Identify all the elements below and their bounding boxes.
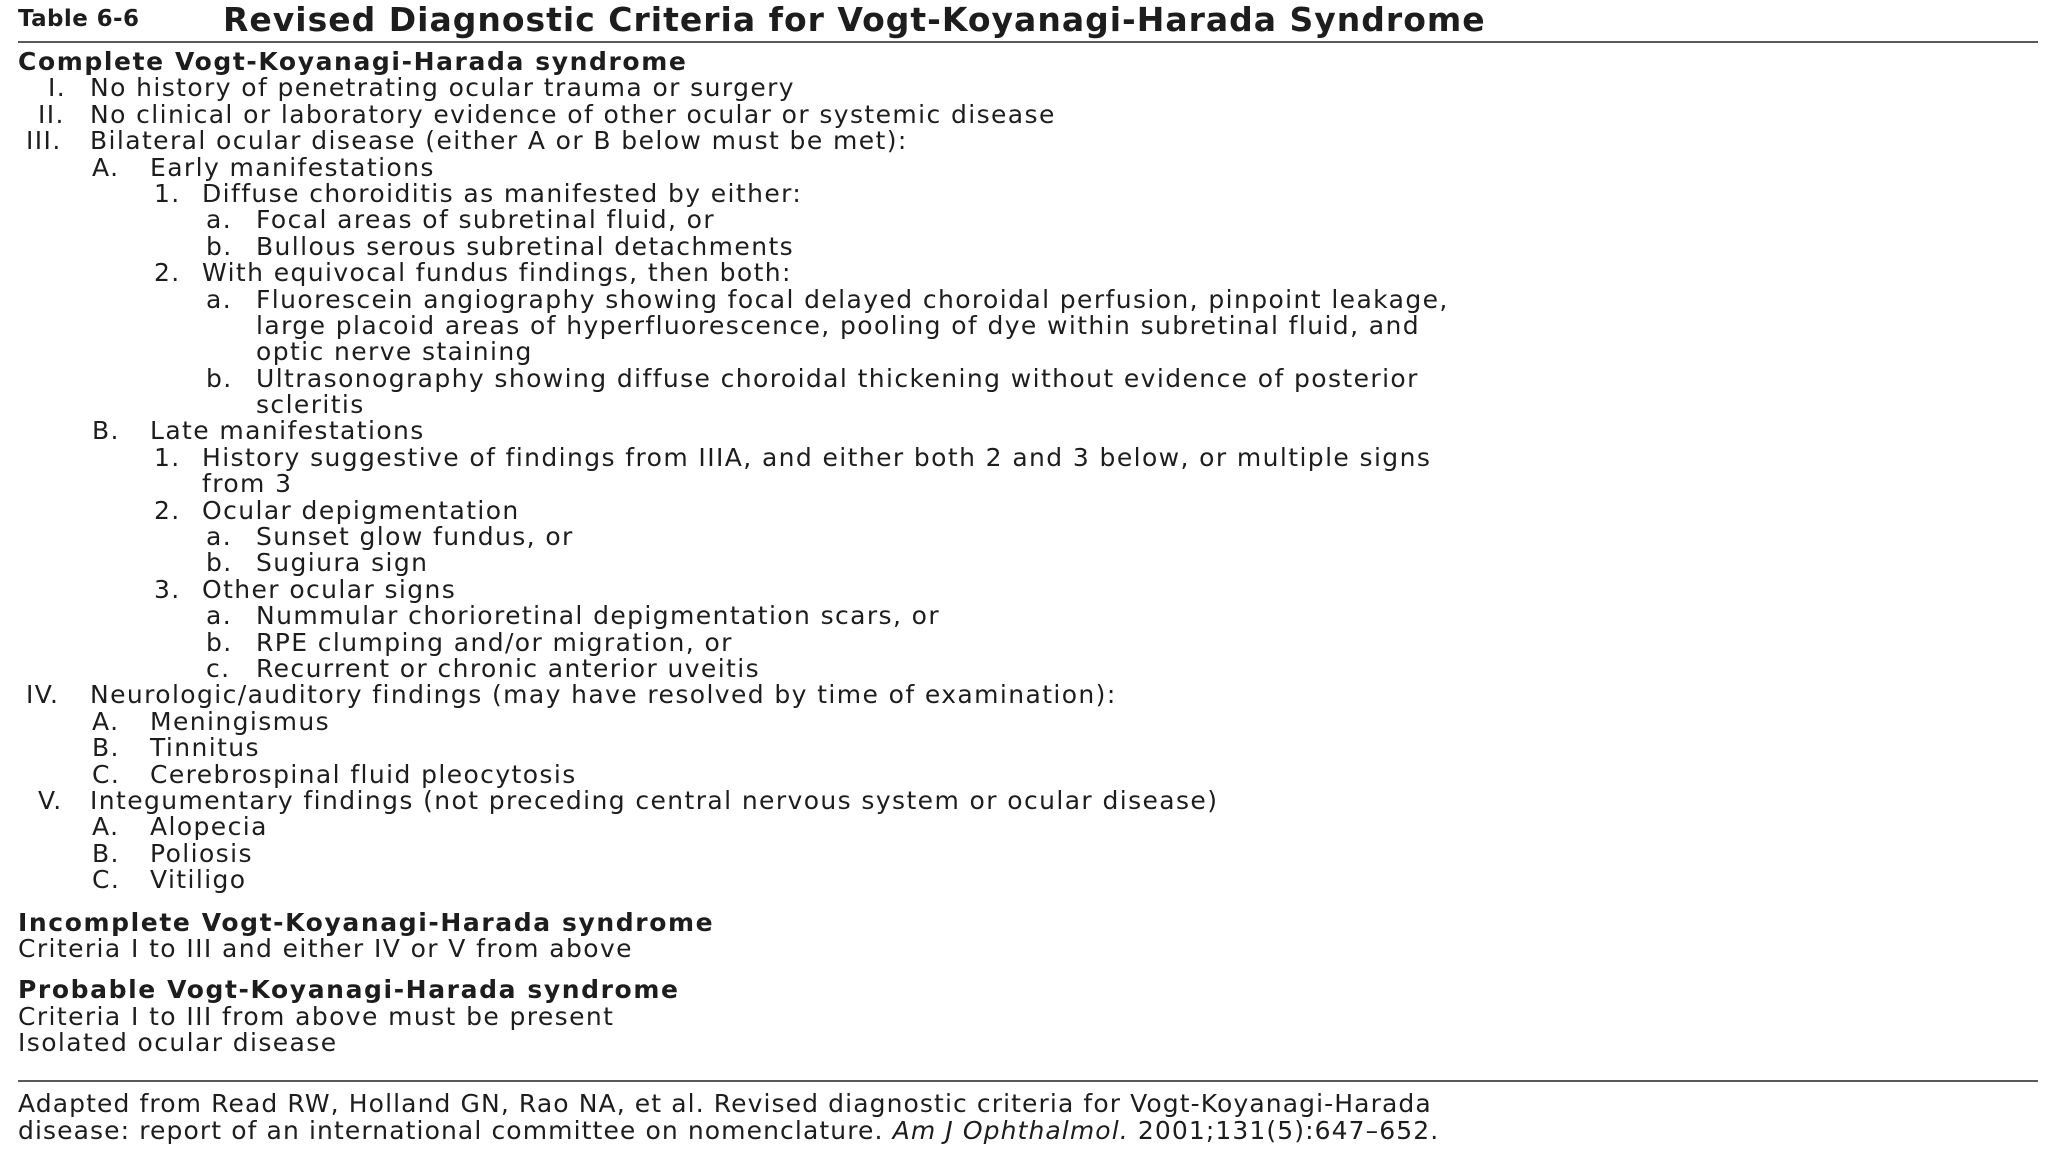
list-item: A. Alopecia xyxy=(92,812,268,842)
citation-journal: Am J Ophthalmol. xyxy=(892,1116,1129,1146)
list-item: a. Sunset glow fundus, or xyxy=(206,522,574,552)
list-item: B. Tinnitus xyxy=(92,733,260,763)
list-item: 3. Other ocular signs xyxy=(154,574,457,604)
list-item: A. Meningismus xyxy=(92,706,331,736)
list-item: large placoid areas of hyperfluorescence, pooling of dye within subretinal fluid, and xyxy=(256,310,1420,340)
list-item: b. Bullous serous subretinal detachments xyxy=(206,231,795,261)
criteria-body xyxy=(18,49,2030,1056)
list-item: III. Bilateral ocular disease (either A or B below must be met): xyxy=(26,126,908,156)
list-item: 1. Diffuse choroiditis as manifested by either: xyxy=(154,178,803,208)
list-item: b. Ultrasonography showing diffuse choroidal thickening without evidence of posterior xyxy=(206,363,1419,393)
list-item: 2. Ocular depigmentation xyxy=(154,495,520,525)
probable-note: Isolated ocular disease xyxy=(18,1028,338,1058)
list-item: IV. Neurologic/auditory findings (may have resolved by time of examination): xyxy=(26,680,1117,710)
list-item: C. Cerebrospinal fluid pleocytosis xyxy=(92,759,577,789)
list-item: II. No clinical or laboratory evidence of other ocular or systemic disease xyxy=(38,99,1056,129)
probable-heading: Probable Vogt-Koyanagi-Harada syndrome xyxy=(18,975,680,1005)
list-item: a. Nummular chorioretinal depigmentation scars, or xyxy=(206,601,941,631)
footer-rule xyxy=(18,1080,2038,1082)
list-item: V. Integumentary findings (not preceding central nervous system or ocular disease) xyxy=(38,785,1219,815)
list-item: 1. History suggestive of findings from IIIA, and either both 2 and 3 below, or multiple signs xyxy=(154,442,1432,472)
citation xyxy=(18,1090,2030,1144)
list-item: B. Poliosis xyxy=(92,838,253,868)
list-item: a. Focal areas of subretinal fluid, or xyxy=(206,205,716,235)
document-page xyxy=(18,0,2030,1144)
citation-volume: 2001;131(5):647–652. xyxy=(1137,1116,1440,1146)
citation-line-1: Adapted from Read RW, Holland GN, Rao NA, et al. Revised diagnostic criteria for Vogt-Koyanagi-Harada xyxy=(18,1089,1432,1119)
list-item: a. Fluorescein angiography showing focal delayed choroidal perfusion, pinpoint leakage, xyxy=(206,284,1449,314)
list-item: 2. With equivocal fundus findings, then both: xyxy=(154,258,792,288)
citation-text: disease: report of an international committee on nomenclature. xyxy=(18,1116,884,1146)
list-item: c. Recurrent or chronic anterior uveitis xyxy=(206,653,761,683)
list-item: optic nerve staining xyxy=(256,337,533,367)
probable-criteria: Criteria I to III from above must be present xyxy=(18,1001,615,1031)
list-item: b. RPE clumping and/or migration, or xyxy=(206,627,733,657)
table-title: Revised Diagnostic Criteria for Vogt-Koyanagi-Harada Syndrome xyxy=(223,0,1486,39)
citation-line-2 xyxy=(18,1117,2030,1144)
list-item: B. Late manifestations xyxy=(92,416,425,446)
title-rule xyxy=(18,41,2038,43)
list-item: scleritis xyxy=(256,390,365,420)
table-number: Table 6-6 xyxy=(18,6,140,32)
list-item: I. No history of penetrating ocular trauma or surgery xyxy=(48,73,795,103)
list-item: C. Vitiligo xyxy=(92,865,247,895)
list-item: from 3 xyxy=(202,469,293,499)
incomplete-criteria: Criteria I to III and either IV or V from above xyxy=(18,933,633,963)
list-item: b. Sugiura sign xyxy=(206,548,429,578)
incomplete-heading: Incomplete Vogt-Koyanagi-Harada syndrome xyxy=(18,907,715,937)
list-item: A. Early manifestations xyxy=(92,152,435,182)
table-caption xyxy=(18,0,2030,38)
complete-heading: Complete Vogt-Koyanagi-Harada syndrome xyxy=(18,47,688,76)
